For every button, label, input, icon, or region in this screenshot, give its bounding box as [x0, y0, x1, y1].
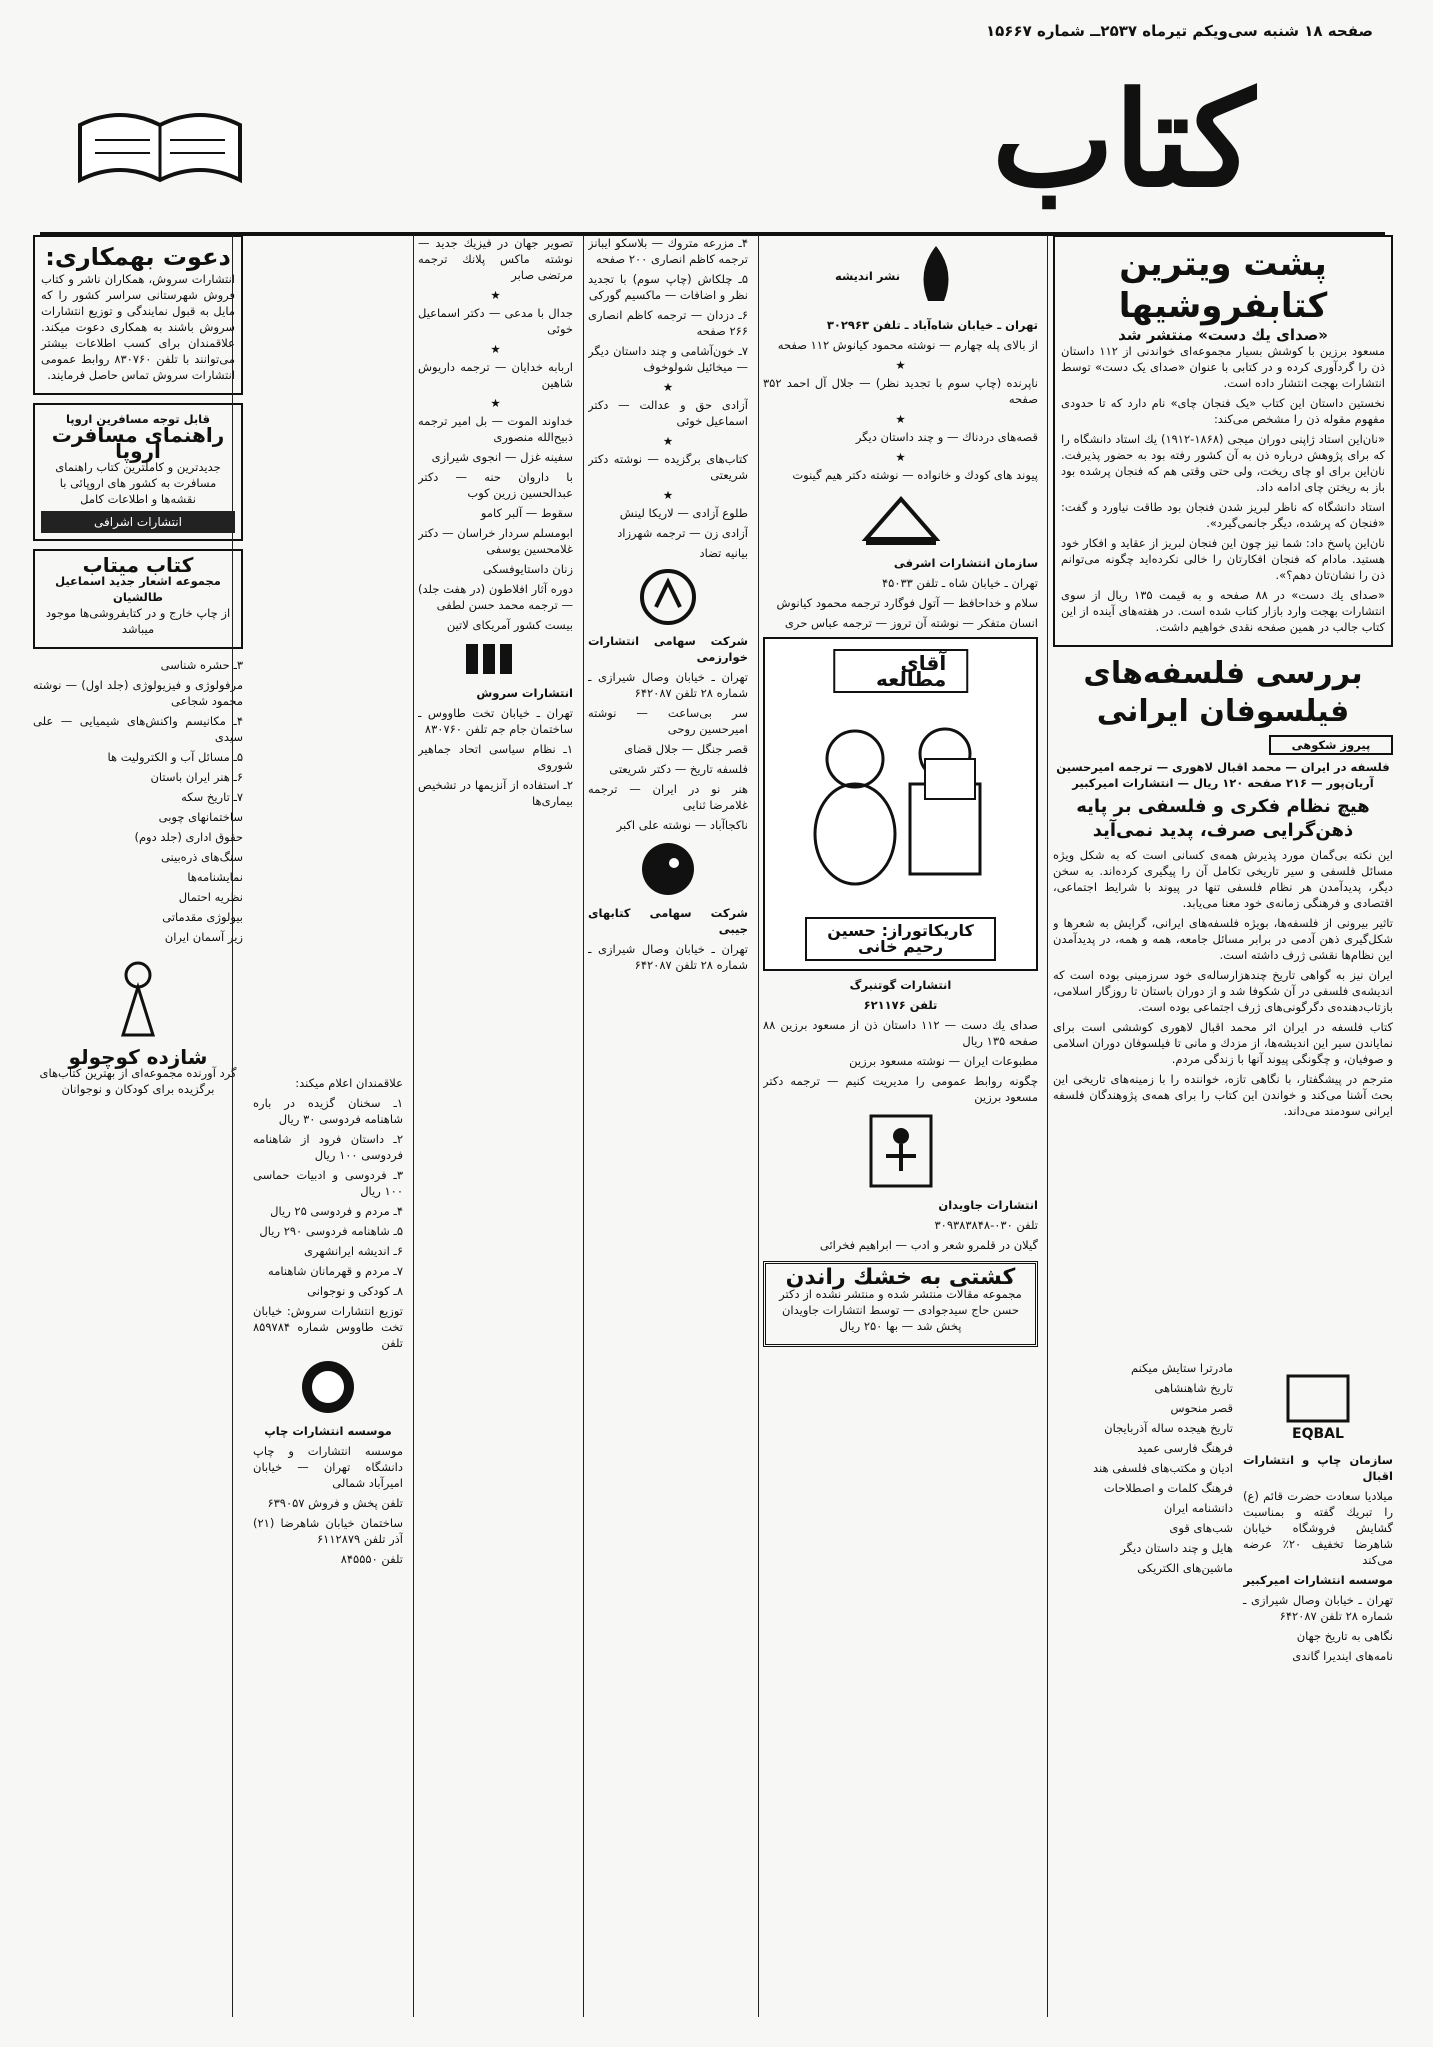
ad-publisher: انتشارات اشرافی — [41, 511, 235, 533]
announcement: میلادیا سعادت حضرت قائم (ع) را تبریك گفته و بمناسبت گشایش فروشگاه خیابان شاهرضا تخفیف ۲۰٪ عرضه می‌كند — [1243, 1489, 1393, 1567]
column-divider — [583, 235, 584, 2017]
eqbal-logo — [1243, 1366, 1393, 1446]
publisher-name: سازمان انتشارات اشرفی — [893, 556, 1038, 570]
book-listing: ۳ـ فردوسی و ادبیات حماسی ۱۰۰ ریال — [253, 1168, 403, 1198]
article-title: پشت ویترین کتابفروشیها — [1118, 244, 1328, 326]
book-listing: بیانیه تضاد — [699, 546, 748, 560]
cooperation-ad — [33, 235, 243, 395]
book-listing: نمایشنامه‌ها — [187, 870, 243, 884]
book-listing: ابومسلم سردار خراسان — دكتر غلامحسین یوسفی — [418, 526, 573, 556]
book-listing: ۶ـ هنر ایران باستان — [150, 770, 243, 784]
book-listing: ۷ـ خون‌آشامی و چند داستان دیگر — میخائیل شولوخوف — [588, 344, 748, 374]
book-listing: نامه‌های ایندیرا گاندی — [1292, 1649, 1393, 1663]
book-listing: سر بی‌ساعت — نوشته امیرحسین روحی — [588, 706, 748, 736]
ad-subtitle: مجموعه اشعار جدید اسماعیل طالشیان — [55, 574, 221, 604]
eqbal-right — [1053, 1360, 1233, 1668]
publisher-logo-kharazmi — [588, 567, 748, 627]
book-listing: تصویر جهان در فیزیك جدید — نوشته ماكس پلانك ترجمه مرتضی صابر — [418, 236, 573, 282]
column-2 — [763, 235, 1038, 2017]
bird-logo-icon — [638, 839, 698, 899]
flame-logo-icon — [906, 241, 966, 311]
article-para: «نان‌این استاد ژاپنی دوران میجی (۱۸۶۸-۱۹۱۲) یك استاد دانشگاه را كه برای پژوهش درباره ذن به آن كشور رفته بود به حضور پذیرفت. نان‌این برای او چای ریخت، ولی حتی وقتی هم كه فنجان پرشده بود باز به ریختن چای ادامه داد. — [1061, 432, 1385, 494]
column-divider — [1047, 235, 1048, 2017]
review-title: بررسی فلسفه‌های فیلسوفان ایرانی — [1083, 656, 1363, 729]
article-para: استاد دانشگاه كه ناظر لبریز شدن فنجان بود طاقت نیاورد و گفت: «فنجان كه پرشده، دیگر جانمی‌گیرد». — [1061, 500, 1385, 530]
book-listing: كتاب‌های برگزیده — نوشته دكتر شریعتی — [588, 452, 748, 482]
cartoon-box — [763, 637, 1038, 971]
book-listing: اربابه خدایان — ترجمه داریوش شاهین — [418, 360, 573, 390]
ad-body: گرد آورنده مجموعه‌ای از بهترین كتاب‌های برگزیده برای كودكان و نوجوانان — [39, 1066, 237, 1096]
little-prince-ad — [33, 955, 243, 1097]
separator-star-icon: ★ — [490, 342, 501, 356]
poetry-book-ad — [33, 549, 243, 649]
book-listing: نگاهی به تاریخ جهان — [1296, 1629, 1393, 1643]
book-listing: مرفولوژی و فیزیولوژی (جلد اول) — نوشته محمود شجاعی — [33, 678, 243, 708]
publisher-name: شركت سهامی انتشارات خوارزمی — [588, 634, 748, 664]
university-seal-icon — [298, 1357, 358, 1417]
column-divider — [413, 235, 414, 2017]
book-listing: سنگ‌های ذره‌بینی — [160, 850, 243, 864]
review-para: كتاب فلسفه در ایران اثر محمد اقبال لاهوری كوششی است برای نمایاندن سیر این اندیشه‌ها، از مزدك و مانی تا فیلسوفان دوران اسلامی و صوفیان، و چگونگی پیوند آنها با زندگی مردم. — [1053, 1020, 1393, 1066]
book-listing: مادرترا ستایش میكنم — [1131, 1361, 1233, 1375]
book-listing: خداوند الموت — بل امیر ترجمه ذبیح‌الله منصوری — [418, 414, 573, 444]
book-listing: زنان داستایوفسكی — [482, 562, 573, 576]
column-divider — [758, 235, 759, 2017]
article-subtitle: «صدای یك دست» منتشر شد — [1118, 326, 1328, 344]
article-para: نخستین داستان این کتاب «یک فنجان چای» نام دارد که تا حدودی مفهوم مقوله ذن را مشخص می‌کند: — [1061, 396, 1385, 426]
book-listing: ۱ـ نظام سیاسی اتحاد جماهیر شوروی — [418, 742, 573, 772]
ad-title: كشتی به خشك راندن — [785, 1265, 1016, 1290]
book-listing: طلوع آزادی — لاریكا لینش — [619, 506, 748, 520]
book-listing: صدای یك دست — ۱۱۲ داستان ذن از مسعود برزین ۸۸ صفحه ۱۳۵ ریال — [763, 1018, 1038, 1048]
svg-text:EQBAL: EQBAL — [1292, 1426, 1344, 1442]
publisher-name: موسسه انتشارات امیركبیر — [1243, 1573, 1393, 1587]
masthead — [45, 55, 1375, 230]
publisher-phone: تلفن ۸۴۵۵۵۰ — [340, 1552, 403, 1566]
europe-guide-ad — [33, 403, 243, 541]
ad-title: راهنمای مسافرت اروپا — [51, 423, 225, 463]
publisher-phone: تلفن ۰۳۰-۳۰۹۳۸۳۸۴۸ — [934, 1218, 1038, 1232]
book-listing: شب‌های قوی — [1169, 1521, 1233, 1535]
publisher-phone: تلفن پخش و فروش ۶۳۹۰۵۷ — [267, 1496, 403, 1510]
publisher-logo-jibi — [588, 839, 748, 899]
column-divider — [232, 235, 233, 2017]
book-listing: ساختمانهای چوبی — [158, 810, 243, 824]
book-listing: تاریخ هیجده ساله آذربایجان — [1104, 1421, 1233, 1435]
cartoon-drawing-icon — [795, 699, 1005, 909]
open-book-icon — [75, 95, 245, 195]
eqbal-block — [1053, 1360, 1393, 1668]
cartoon-title: آقای مطالعه — [833, 649, 969, 693]
publisher-logo-chap — [253, 1357, 403, 1417]
column-3 — [588, 235, 748, 2017]
publisher-logo-javidan — [763, 1111, 1038, 1191]
book-listing: سقوط — آلبر كامو — [480, 506, 573, 520]
book-listing: قصر منحوس — [1170, 1401, 1233, 1415]
ad-title: شازده کوچولو — [68, 1045, 208, 1069]
publisher-logo-soroush — [418, 639, 573, 679]
publisher-address: تهران ـ خیابان شاه‌آباد ـ تلفن ۳۰۲۹۶۳ — [826, 318, 1038, 332]
circular-logo-icon — [638, 567, 698, 627]
ad-title: دعوت بهمكاری: — [45, 243, 231, 271]
book-listing: بیولوژی مقدماتی — [162, 910, 243, 924]
separator-star-icon: ★ — [895, 412, 906, 426]
book-listing: دانشنامه ایران — [1163, 1501, 1233, 1515]
review-para: مترجم در پیشگفتار، با نگاهی تازه، خواننده را با زمینه‌های تاریخی این بحث آشنا می‌كند و خواندن این كتاب را برای همه‌ی پژوهندگان فلسفه ایرانی سودمند می‌داند. — [1053, 1072, 1393, 1118]
column-4 — [418, 235, 573, 2017]
book-listing: هایل و چند داستان دیگر — [1120, 1541, 1233, 1555]
book-stack-logo-icon — [856, 489, 946, 549]
review-para: تاثیر بیرونی از فلسفه‌ها، بویژه فلسفه‌های ایرانی، گرایش به شعر‌ها و شكل‌گیری ذهن آدمی در برابر مسائل جامعه، همه و همه، در پدیدآمدن این نظام‌ها نقشی ژرف داشته است. — [1053, 916, 1393, 962]
book-listing: پیوند های كودك و خانواده — نوشته دكتر هیم گینوت — [792, 468, 1038, 482]
publisher-address: تهران ـ خیابان تخت طاووس ـ ساختمان جام جم تلفن ۸۳۰۷۶۰ — [418, 706, 573, 736]
book-listing: فرهنگ كلمات و اصطلاحات — [1103, 1481, 1233, 1495]
book-listing: ۵ـ شاهنامه فردوسی ۲۹۰ ریال — [259, 1224, 403, 1238]
book-listing: قصه‌های دردناك — و چند داستان دیگر — [855, 430, 1038, 444]
page-header-line: صفحه ۱۸ شنبه سی‌ویکم تیرماه ۲۵۳۷ــ شماره ۱۵۶۶۷ — [986, 22, 1373, 40]
book-listing: دوره آثار افلاطون (در هفت جلد) — ترجمه محمد حسن لطفی — [418, 582, 573, 612]
book-listing: ناپرنده (چاپ سوم با تجدید نظر) — جلال آل احمد ۳۵۲ صفحه — [763, 376, 1038, 406]
publisher-name: شركت سهامی كتابهای جیبی — [588, 906, 748, 936]
ad-body: از چاپ خارج و در كتابفروشی‌ها موجود میباشد — [45, 606, 231, 636]
publisher-address: تهران ـ خیابان وصال شیرازی ـ شماره ۲۸ تلفن ۶۴۲۰۸۷ — [588, 670, 748, 700]
cartoon-signature: كاریكاتوراز: حسین رحیم خانی — [805, 917, 996, 961]
masthead-title: کتاب — [991, 63, 1255, 216]
book-info: فلسفه در ایران — محمد اقبال لاهوری — ترجمه امیرحسین آریان‌پور — ۲۱۶ صفحه ۱۲۰ ریال — انتشارات امیركبیر — [1056, 760, 1390, 790]
book-listing: ۶ـ اندیشه ایرانشهری — [304, 1244, 403, 1258]
book-listing: ۲ـ استفاده از آنزیمها در تشخیص بیماری‌ها — [418, 778, 573, 808]
column-5 — [253, 1075, 403, 2017]
book-listing: با داروان حنه — دكتر عبدالحسین زرین كوب — [418, 470, 573, 500]
book-listing: ۴ـ مزرعه متروك — بلاسكو ایبانز ترجمه كاظم انصاری ۲۰۰ صفحه — [588, 236, 748, 266]
publisher-logo-andisheh: نشر اندیشه — [763, 241, 1038, 311]
article-para: مسعود برزین با کوشش بسیار مجموعه‌ای خواندنی از ۱۱۲ داستان ذن را گردآوری کرده و در کتابی با عنوان «صدای یک دست» توسط انتشارات بهجت انتشار داده است. — [1061, 344, 1385, 390]
book-listing: چگونه روابط عمومی را مدیریت كنیم — ترجمه دكتر مسعود برزین — [763, 1074, 1038, 1104]
book-listing: ماشین‌های الكتریكی — [1137, 1561, 1233, 1575]
pull-quote: هیچ نظام فكری و فلسفی بر پایه ذهن‌گرایی صرف، پدید نمی‌آید — [1076, 796, 1370, 841]
book-listing: ۲ـ داستان فرود از شاهنامه فردوسی ۱۰۰ ریال — [253, 1132, 403, 1162]
book-listing: نظریه احتمال — [178, 890, 243, 904]
ad-kicker: قابل توجه مسافرین اروپا — [65, 412, 211, 426]
book-listing: قصر جنگل — جلال قضای — [624, 742, 748, 756]
publisher-address: تهران ـ خیابان شاه ـ تلفن ۴۵۰۳۳ — [881, 576, 1038, 590]
publisher-address: موسسه انتشارات و چاپ دانشگاه تهران — خیابان امیرآباد شمالی — [253, 1444, 403, 1490]
separator-star-icon: ★ — [662, 380, 674, 394]
review-author: پیروز شكوهی — [1269, 735, 1393, 755]
book-listing: علاقمندان اعلام میكند: — [295, 1076, 403, 1090]
book-listing: تاریخ شاهنشاهی — [1154, 1381, 1233, 1395]
publisher-name: انتشارات سروش — [476, 686, 573, 700]
book-listing: ۵ـ مسائل آب و الكترولیت ها — [107, 750, 243, 764]
publisher-name: انتشارات گوتنبرگ — [849, 978, 952, 992]
eqbal-logo-icon — [1278, 1366, 1358, 1446]
book-listing: آزادی زن — ترجمه شهرزاد — [617, 526, 748, 540]
ad-body: مجموعه مقالات منتشر شده و منتشر نشده از دكتر حسن حاج سیدجوادی — توسط انتشارات جاویدان پخش شد — بها ۲۵۰ ریال — [779, 1287, 1022, 1333]
book-listing: ۴ـ مردم و فردوسی ۲۵ ریال — [270, 1204, 403, 1218]
book-listing: هنر نو در ایران — ترجمه غلامرضا ثنایی — [588, 782, 748, 812]
separator-star-icon: ★ — [662, 488, 674, 502]
bookshop-article — [1053, 235, 1393, 647]
publisher-address: تهران ـ خیابان وصال شیرازی ـ شماره ۲۸ تلفن ۶۴۲۰۸۷ — [588, 942, 748, 972]
publisher-name: انتشارات جاویدان — [938, 1198, 1038, 1212]
column-7 — [1053, 1360, 1393, 2017]
separator-star-icon: ★ — [662, 434, 674, 448]
book-listing: ۵ـ چلكاش (چاپ سوم) با تجدید نظر و اضافات — ماكسیم گوركی — [588, 272, 748, 302]
eqbal-left — [1243, 1360, 1393, 1668]
separator-star-icon: ★ — [895, 450, 906, 464]
book-listing: انسان متفكر — نوشته آن تروز — ترجمه عباس حری — [784, 616, 1038, 630]
book-listing: ناكجاآباد — نوشته علی اكبر — [616, 818, 748, 832]
book-listing: حقوق اداری (جلد دوم) — [134, 830, 243, 844]
book-listing: آزادی حق و عدالت — دكتر اسماعیل خوئی — [588, 398, 748, 428]
publisher-phone: تلفن ۶۲۱۱۷۶ — [863, 998, 938, 1012]
figure-logo-icon — [866, 1111, 936, 1191]
book-listing: از بالای پله چهارم — نوشته محمود كیانوش ۱۱۲ صفحه — [777, 338, 1038, 352]
book-listing: سلام و خداحافظ — آتول فوگارد ترجمه محمود كیانوش — [776, 596, 1038, 610]
publisher-name: موسسه انتشارات چاپ — [264, 1424, 392, 1438]
book-listing: بیست كشور آمریكای لاتین — [446, 618, 573, 632]
ad-body: انتشارات سروش، همكاران ناشر و كتاب فروش شهرستانی سراسر كشور را كه مایل به قبول نمایندگی و توزیع انتشارات سروش باشند به همكاری دعوت میكند. علاقمندان برای كسب اطلاعات بیشتر می‌توانند با تلفن ۸۳۰۷۶۰ روابط عمومی انتشارات سروش تماس حاصل فرمایند. — [41, 272, 235, 382]
book-listing: ۳ـ حشره شناسی — [160, 658, 243, 672]
review-para: این نكته بی‌گمان مورد پذیرش همه‌ی كسانی است كه به شكل ویژه مسائل فلسفی و سیر تاریخی تكامل آن را پیگیری كرده‌اند. به سخن دیگر، پدیدآمدن هر نظام فلسفی تنها در پیوند با شرایط اجتماعی، اقتصادی و فرهنگی زمانه‌ی خود معنا می‌یابد. — [1053, 848, 1393, 910]
review-para: ایران نیز به گواهی تاریخ چندهزارساله‌ی خود سرزمینی بوده است كه اندیشه‌ی فلسفی در آن شكوفا شد و از دوران باستان تا روزگار اسلامی، بازتاب‌دهنده‌ی دگرگونی‌های ژرف اجتماعی بوده است. — [1053, 968, 1393, 1014]
book-listing: ۸ـ كودكی و نوجوانی — [307, 1284, 403, 1298]
book-listing: مطبوعات ایران — نوشته مسعود برزین — [849, 1054, 1038, 1068]
separator-star-icon: ★ — [490, 288, 501, 302]
ad-body: جدیدترین و كاملترین كتاب راهنمای مسافرت به كشور های اروپائی با نقشه‌ها و اطلاعات كامل — [55, 460, 221, 506]
stripes-logo-icon — [461, 639, 531, 679]
book-listing: ۴ـ مكانیسم واكنش‌های شیمیایی — علی سیدی — [33, 714, 243, 744]
book-listing: ۷ـ مردم و قهرمانان شاهنامه — [268, 1264, 403, 1278]
book-listing: ۶ـ دزدان — ترجمه كاظم انصاری ۲۶۶ صفحه — [588, 308, 748, 338]
publisher-address: تهران ـ خیابان وصال شیرازی ـ شماره ۲۸ تلفن ۶۴۲۰۸۷ — [1243, 1593, 1393, 1623]
book-listing: ۷ـ تاریخ سكه — [181, 790, 243, 804]
little-prince-figure-icon — [103, 955, 173, 1045]
article-para: «صدای یك دست» در ۸۸ صفحه و به قیمت ۱۳۵ ریال از سوی انتشارات بهجت وارد بازار كتاب شده است. در هفته‌های آینده از این كتاب جالب در همین صفحه نقدی خواهیم داشت. — [1061, 588, 1385, 634]
book-ad-box — [763, 1261, 1038, 1347]
book-listing: توزیع انتشارات سروش: خیابان تخت طاووس شماره ۸۵۹۷۸۴ تلفن — [253, 1304, 403, 1350]
book-listing: ادیان و مكتب‌های فلسفی هند — [1092, 1461, 1233, 1475]
column-6 — [33, 235, 243, 2017]
article-para: نان‌این پاسخ داد: شما نیز چون این فنجان لبریز از عقاید و افكار خود هستید. مادام كه فنجان افكارتان را خالی نكرده‌اید چگونه می‌توانم ذن را نشان‌تان دهم؟». — [1061, 536, 1385, 582]
separator-star-icon: ★ — [490, 396, 501, 410]
book-listing: فرهنگ فارسی عمید — [1137, 1441, 1233, 1455]
publisher-name: سازمان چاپ و انتشارات اقبال — [1243, 1453, 1393, 1483]
book-listing: ۱ـ سخنان گزیده در باره شاهنامه فردوسی ۳۰ ریال — [253, 1096, 403, 1126]
book-listing: زیر آسمان ایران — [164, 930, 243, 944]
publisher-address: ساختمان خیابان شاهرضا (۲۱) آذر تلفن ۶۱۱۲۸۷۹ — [253, 1516, 403, 1546]
book-listing: سفینه غزل — انجوی شیرازی — [431, 450, 573, 464]
ad-title: كتاب میتاب — [82, 553, 194, 577]
book-listing: گیلان در قلمرو شعر و ادب — ابراهیم فخرائی — [819, 1238, 1038, 1252]
book-listing: جدال با مدعی — دكتر اسماعیل خوئی — [418, 306, 573, 336]
separator-star-icon: ★ — [895, 358, 906, 372]
publisher-logo-ashrafi — [763, 489, 1038, 549]
book-listing: فلسفه تاریخ — دكتر شریعتی — [609, 762, 748, 776]
